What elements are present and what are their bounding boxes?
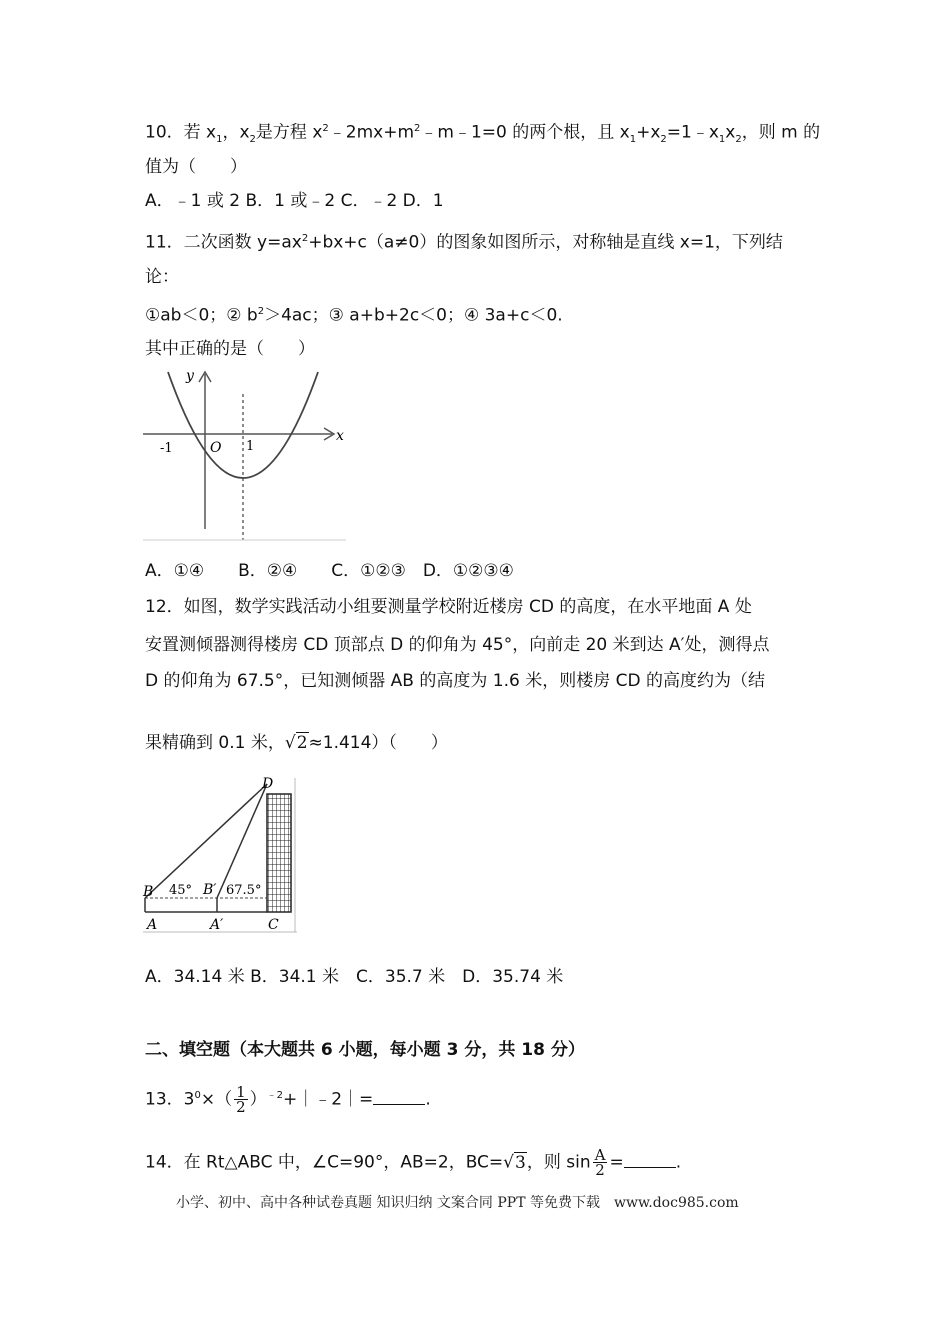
sqrt-2: √2	[284, 733, 308, 753]
page-footer: 小学、初中、高中各种试卷真题 知识归纳 文案合同 PPT 等免费下载 www.doc985.com	[176, 1195, 739, 1211]
q11-line3: ①ab＜0；② $b^2>4ac$；③ a+b+2c＜0；④ 3a+c＜0.	[145, 305, 563, 326]
fraction-half: $\frac{1}{2}$	[236, 1083, 246, 1117]
label-D: D	[262, 776, 274, 792]
section-2-heading: 二、填空题（本大题共 6 小题，每小题 3 分，共 18 分）	[145, 1040, 585, 1060]
q12-line2: 安置测倾器测得楼房 CD 顶部点 D 的仰角为 45°，向前走 20 米到达 A′处，测得点	[145, 635, 770, 655]
x-axis-label: x	[336, 428, 344, 444]
parabola-graph	[140, 364, 350, 544]
q14: 14．在 Rt△ABC 中，∠C=90°，AB=2，BC=√3，则 sin $\frac{A}{2}$ = .	[145, 1146, 682, 1179]
tick-1: 1	[246, 439, 255, 454]
q11-options: A．①④ B．②④ C．①②③ D．①②③④	[145, 561, 514, 581]
q12-options: A．34.14 米 B．34.1 米 C．35.7 米 D．35.74 米	[145, 967, 564, 987]
label-B-prime: B′	[203, 882, 217, 898]
q11-line2: 论：	[145, 267, 179, 287]
label-B: B	[143, 884, 154, 900]
q10-line2: 值为（ ）	[145, 157, 247, 177]
y-axis-label: y	[186, 368, 194, 384]
q12-line3: D 的仰角为 67.5°，已知测倾器 AB 的高度为 1.6 米，则楼房 CD 的高度约为（结	[145, 671, 765, 691]
building-figure	[140, 774, 300, 936]
q11-line4: 其中正确的是（ ）	[145, 339, 315, 359]
sqrt-3: √3	[503, 1152, 526, 1173]
origin-label: O	[210, 440, 222, 456]
fraction-a-over-2: $\frac{A}{2}$	[594, 1146, 606, 1179]
label-A-prime: A′	[210, 917, 224, 933]
angle-67-5: 67.5°	[226, 883, 262, 898]
q13: 13．$3^0\times$（ $\frac{1}{2}$ ）$^{﹣2}$+｜﹣2｜= .	[145, 1083, 431, 1117]
q12-line4: 果精确到 0.1 米，√2≈1.414）（ ）	[145, 733, 448, 753]
tick-neg1: -1	[160, 441, 173, 456]
label-A: A	[147, 917, 158, 933]
q12-line1: 12．如图，数学实践活动小组要测量学校附近楼房 CD 的高度，在水平地面 A 处	[145, 597, 752, 617]
q10-line1: 10．若 $x_1$，$x_2$是方程 $x^2﹣2mx+m^2﹣m﹣1=0$ 的两个根，且 $x_1+x_2=1﹣x_1x_2$，则 m 的	[145, 122, 821, 146]
angle-45: 45°	[169, 883, 193, 898]
q13-answer-blank	[373, 1090, 425, 1105]
q10-options: A．﹣1 或 2 B．1 或﹣2 C．﹣2 D．1	[145, 191, 444, 211]
q14-answer-blank	[624, 1153, 676, 1168]
label-C: C	[268, 917, 279, 933]
q11-line1: 11．二次函数 $y=ax^2+bx+c(a\ne 0)$的图象如图所示，对称轴是直线 x=1，下列结	[145, 232, 783, 253]
